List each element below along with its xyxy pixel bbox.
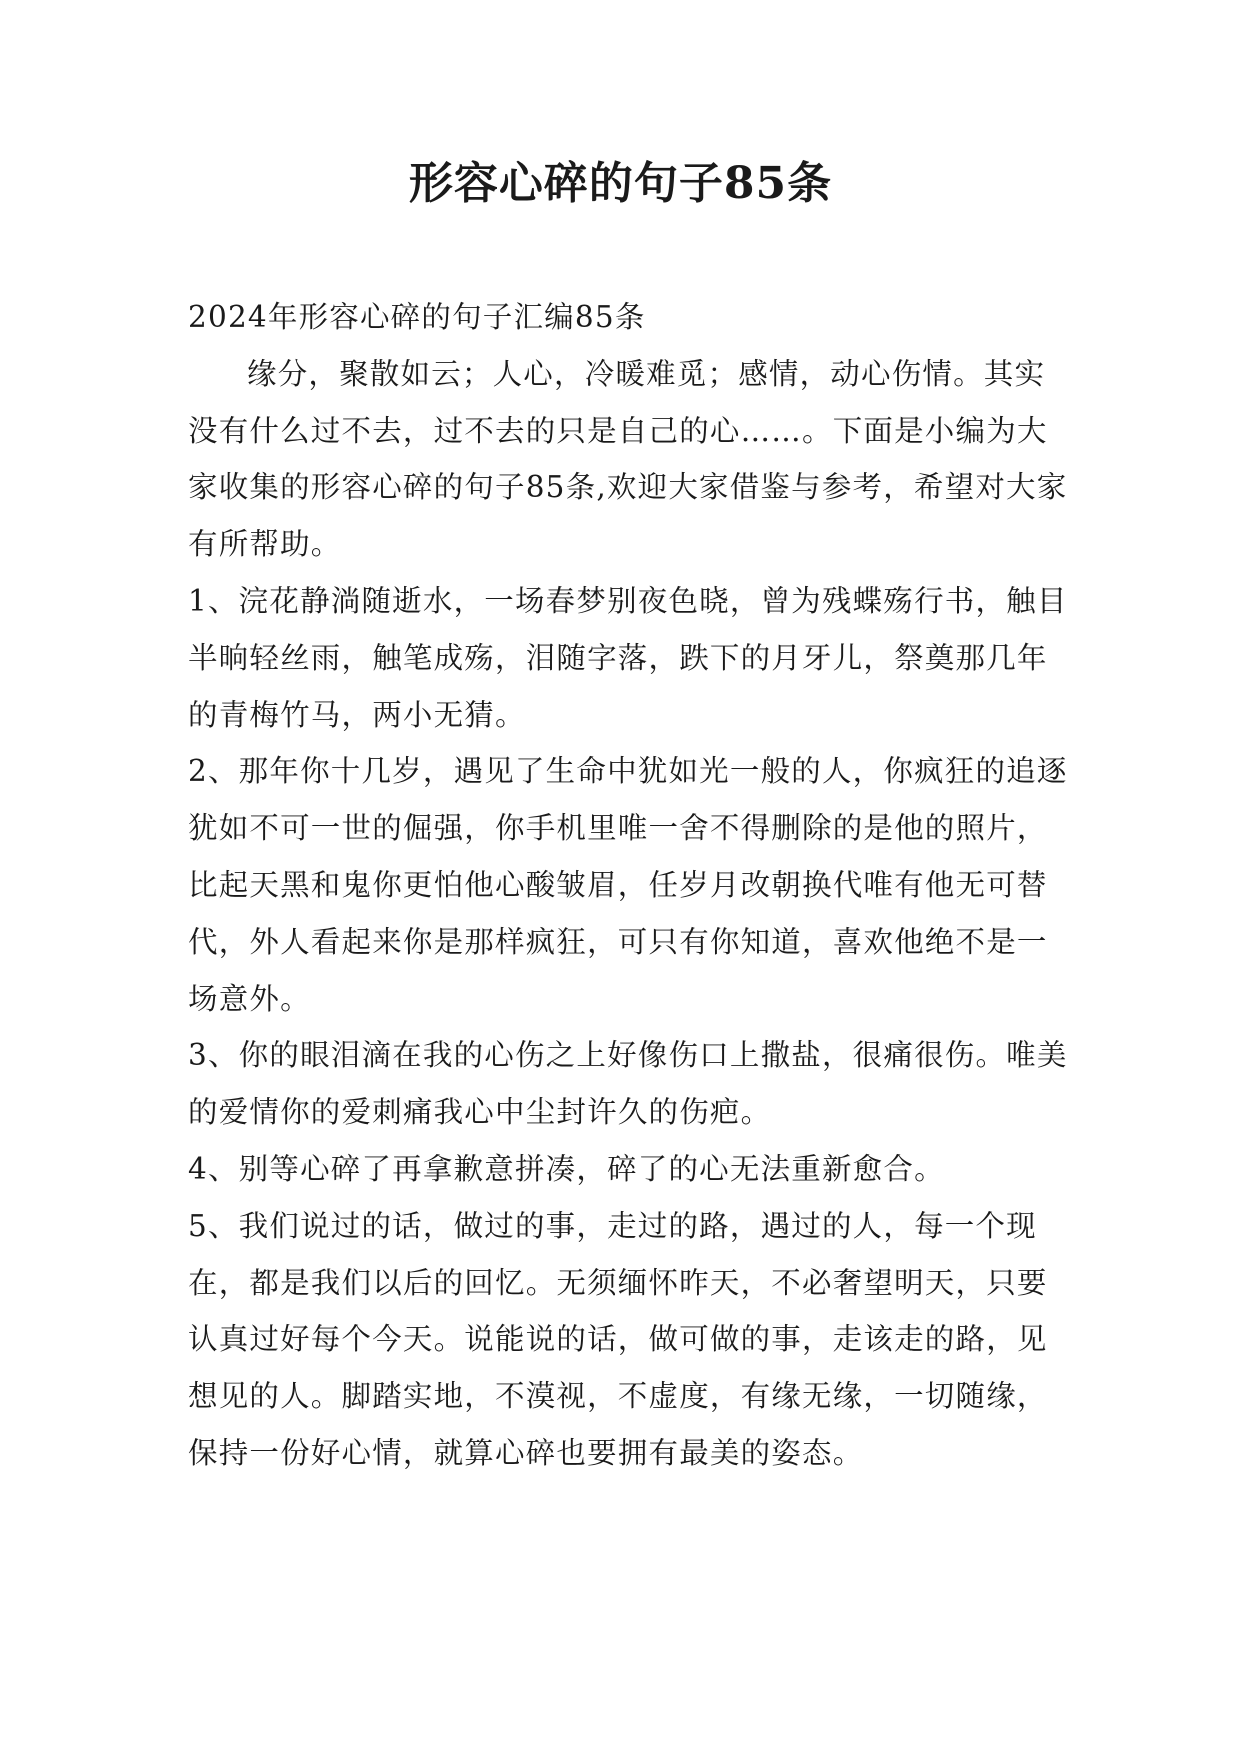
list-item: 3、你的眼泪滴在我的心伤之上好像伤口上撒盐，很痛很伤。唯美的爱情你的爱刺痛我心中尘封许久的伤疤。 xyxy=(188,1038,1068,1130)
list-item: 4、别等心碎了再拿歉意拼凑，碎了的心无法重新愈合。 xyxy=(188,1151,945,1186)
document-title: 形容心碎的句子85条 xyxy=(408,158,833,209)
list-item: 1、浣花静淌随逝水，一场春梦别夜色晓，曾为残蝶殇行书，触目半晌轻丝雨，触笔成殇，泪随字落，跌下的月牙儿，祭奠那几年的青梅竹马，两小无猜。 xyxy=(188,583,1068,732)
document-subtitle: 2024年形容心碎的句子汇编85条 xyxy=(188,300,646,334)
intro-paragraph: 缘分，聚散如云；人心，冷暖难觅；感情，动心伤情。其实没有什么过不去，过不去的只是自己的心……。下面是小编为大家收集的形容心碎的句子85条,欢迎大家借鉴与参考，希望对大家有所帮助。 xyxy=(188,356,1068,562)
list-item: 2、那年你十几岁，遇见了生命中犹如光一般的人，你疯狂的追逐犹如不可一世的倔强，你手机里唯一舍不得删除的是他的照片，比起天黑和鬼你更怕他心酸皱眉，任岁月改朝换代唯有他无可替代，外人看起来你是那样疯狂，可只有你知道，喜欢他绝不是一场意外。 xyxy=(188,754,1068,1016)
document-body xyxy=(188,289,1068,1482)
list-item: 5、我们说过的话，做过的事，走过的路，遇过的人，每一个现在，都是我们以后的回忆。无须缅怀昨天，不必奢望明天，只要认真过好每个今天。说能说的话，做可做的事，走该走的路，见想见的人。脚踏实地，不漠视，不虚度，有缘无缘，一切随缘，保持一份好心情，就算心碎也要拥有最美的姿态。 xyxy=(188,1208,1048,1470)
